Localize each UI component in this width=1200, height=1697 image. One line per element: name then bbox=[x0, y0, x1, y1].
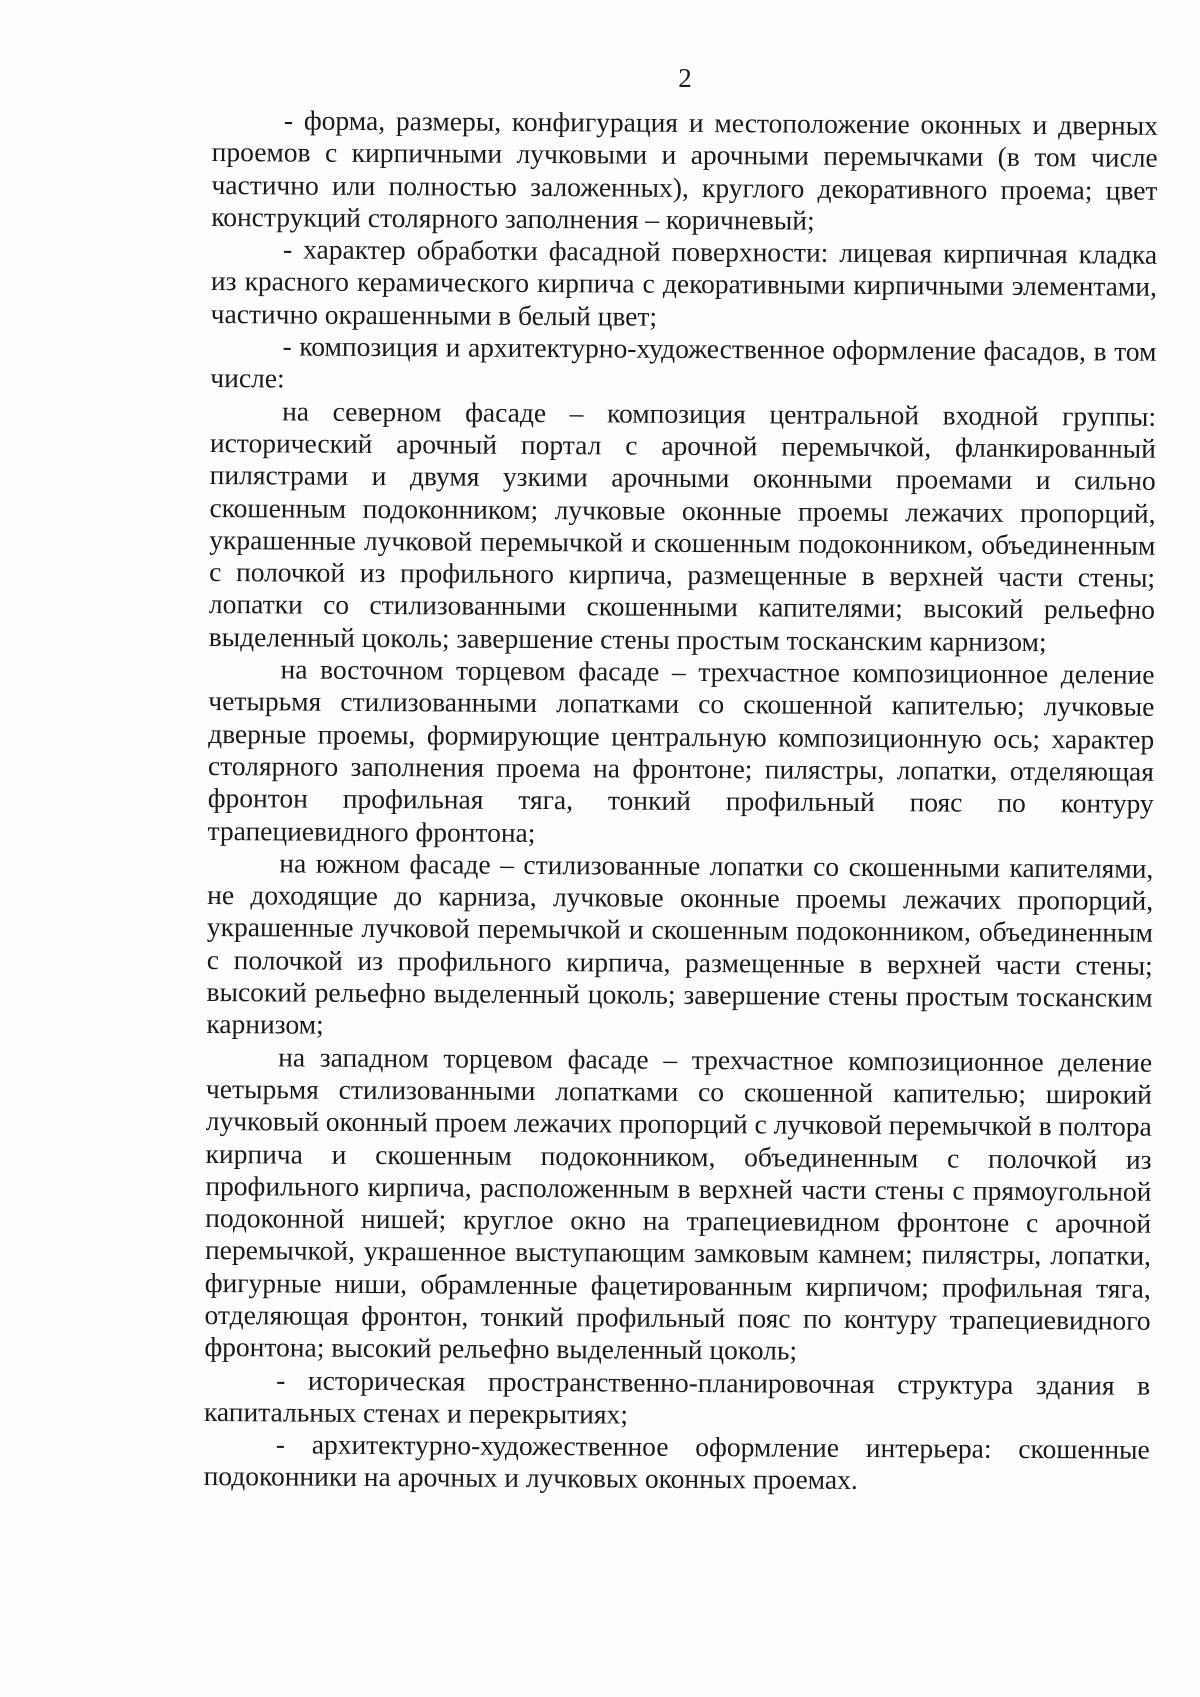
paragraph-west-facade: на западном торцевом фасаде – трехчастное композиционное деление четырьмя стилизованными лопатками со скошенной капителью; широкий лучковый оконный проем лежачих пропорций с лучковой перемычкой в полтора кирпича и скошенным подоконником, объединенным с полочкой из профильного кирпича, расположенным в верхней части стены с прямоугольной подоконной нишей; круглое окно на трапециевидном фронтоне с арочной перемычкой, украшенное выступающим замковым камнем; пилястры, лопатки, фигурные ниши, обрамленные фацетированным кирпичом; профильная тяга, отделяющая фронтон, тонкий профильный пояс по контуру трапециевидного фронтона; высокий рельефно выделенный цоколь; bbox=[204, 1041, 1153, 1366]
paragraph-facade-surface: - характер обработки фасадной поверхности: лицевая кирпичная кладка из красного керамического кирпича с декоративными кирпичными элементами, частично окрашенными в белый цвет; bbox=[210, 233, 1158, 332]
paragraph-north-facade: на северном фасаде – композиция центральной входной группы: исторический арочный портал с арочной перемычкой, фланкированный пилястрами и двумя узкими арочными оконными проемами и сильно скошенным подоконником; лучковые оконные проемы лежачих пропорций, украшенные лучковой перемычкой и скошенным подоконником, объединенным с полочкой из профильного кирпича, размещенные в верхней части стены; лопатки со стилизованными скошенными капителями; высокий рельефно выделенный цоколь; завершение стены простым тосканским карнизом; bbox=[208, 395, 1157, 657]
paragraph-east-facade: на восточном торцевом фасаде – трехчастное композиционное деление четырьмя стилизованными лопатками со скошенной капителью; лучковые дверные проемы, формирующие центральную композиционную ось; характер столярного заполнения проема на фронтоне; пилястры, лопатки, отделяющая фронтон профильная тяга, тонкий профильный пояс по контуру трапециевидного фронтона; bbox=[207, 653, 1155, 848]
document-body bbox=[204, 104, 1158, 1499]
paragraph-facade-composition: - композиция и архитектурно-художественное оформление фасадов, в том числе: bbox=[210, 330, 1157, 394]
paragraph-interior: - архитектурно-художественное оформление интерьера: скошенные подоконники на арочных и лучковых оконных проемах. bbox=[203, 1428, 1150, 1496]
paragraph-openings: - форма, размеры, конфигурация и местоположение оконных и дверных проемов с кирпичными лучковыми и арочными перемычками (в том числе частично или полностью заложенных), круглого декоративного проема; цвет конструкций столярного заполнения – коричневый; bbox=[211, 104, 1158, 236]
paragraph-spatial-structure: - историческая пространственно-планировочная структура здания в капитальных стенах и перекрытиях; bbox=[203, 1363, 1151, 1430]
page-number: 2 bbox=[678, 63, 692, 93]
paragraph-south-facade: на южном фасаде – стилизованные лопатки со скошенными капителями, не доходящие до карниза, лучковые оконные проемы лежачих пропорций, украшенные лучковой перемычкой и скошенным подоконником, объединенным с полочкой из профильного кирпича, размещенные в верхней части стены; высокий рельефно выделенный цоколь; завершение стены простым тосканским карнизом; bbox=[206, 847, 1154, 1041]
